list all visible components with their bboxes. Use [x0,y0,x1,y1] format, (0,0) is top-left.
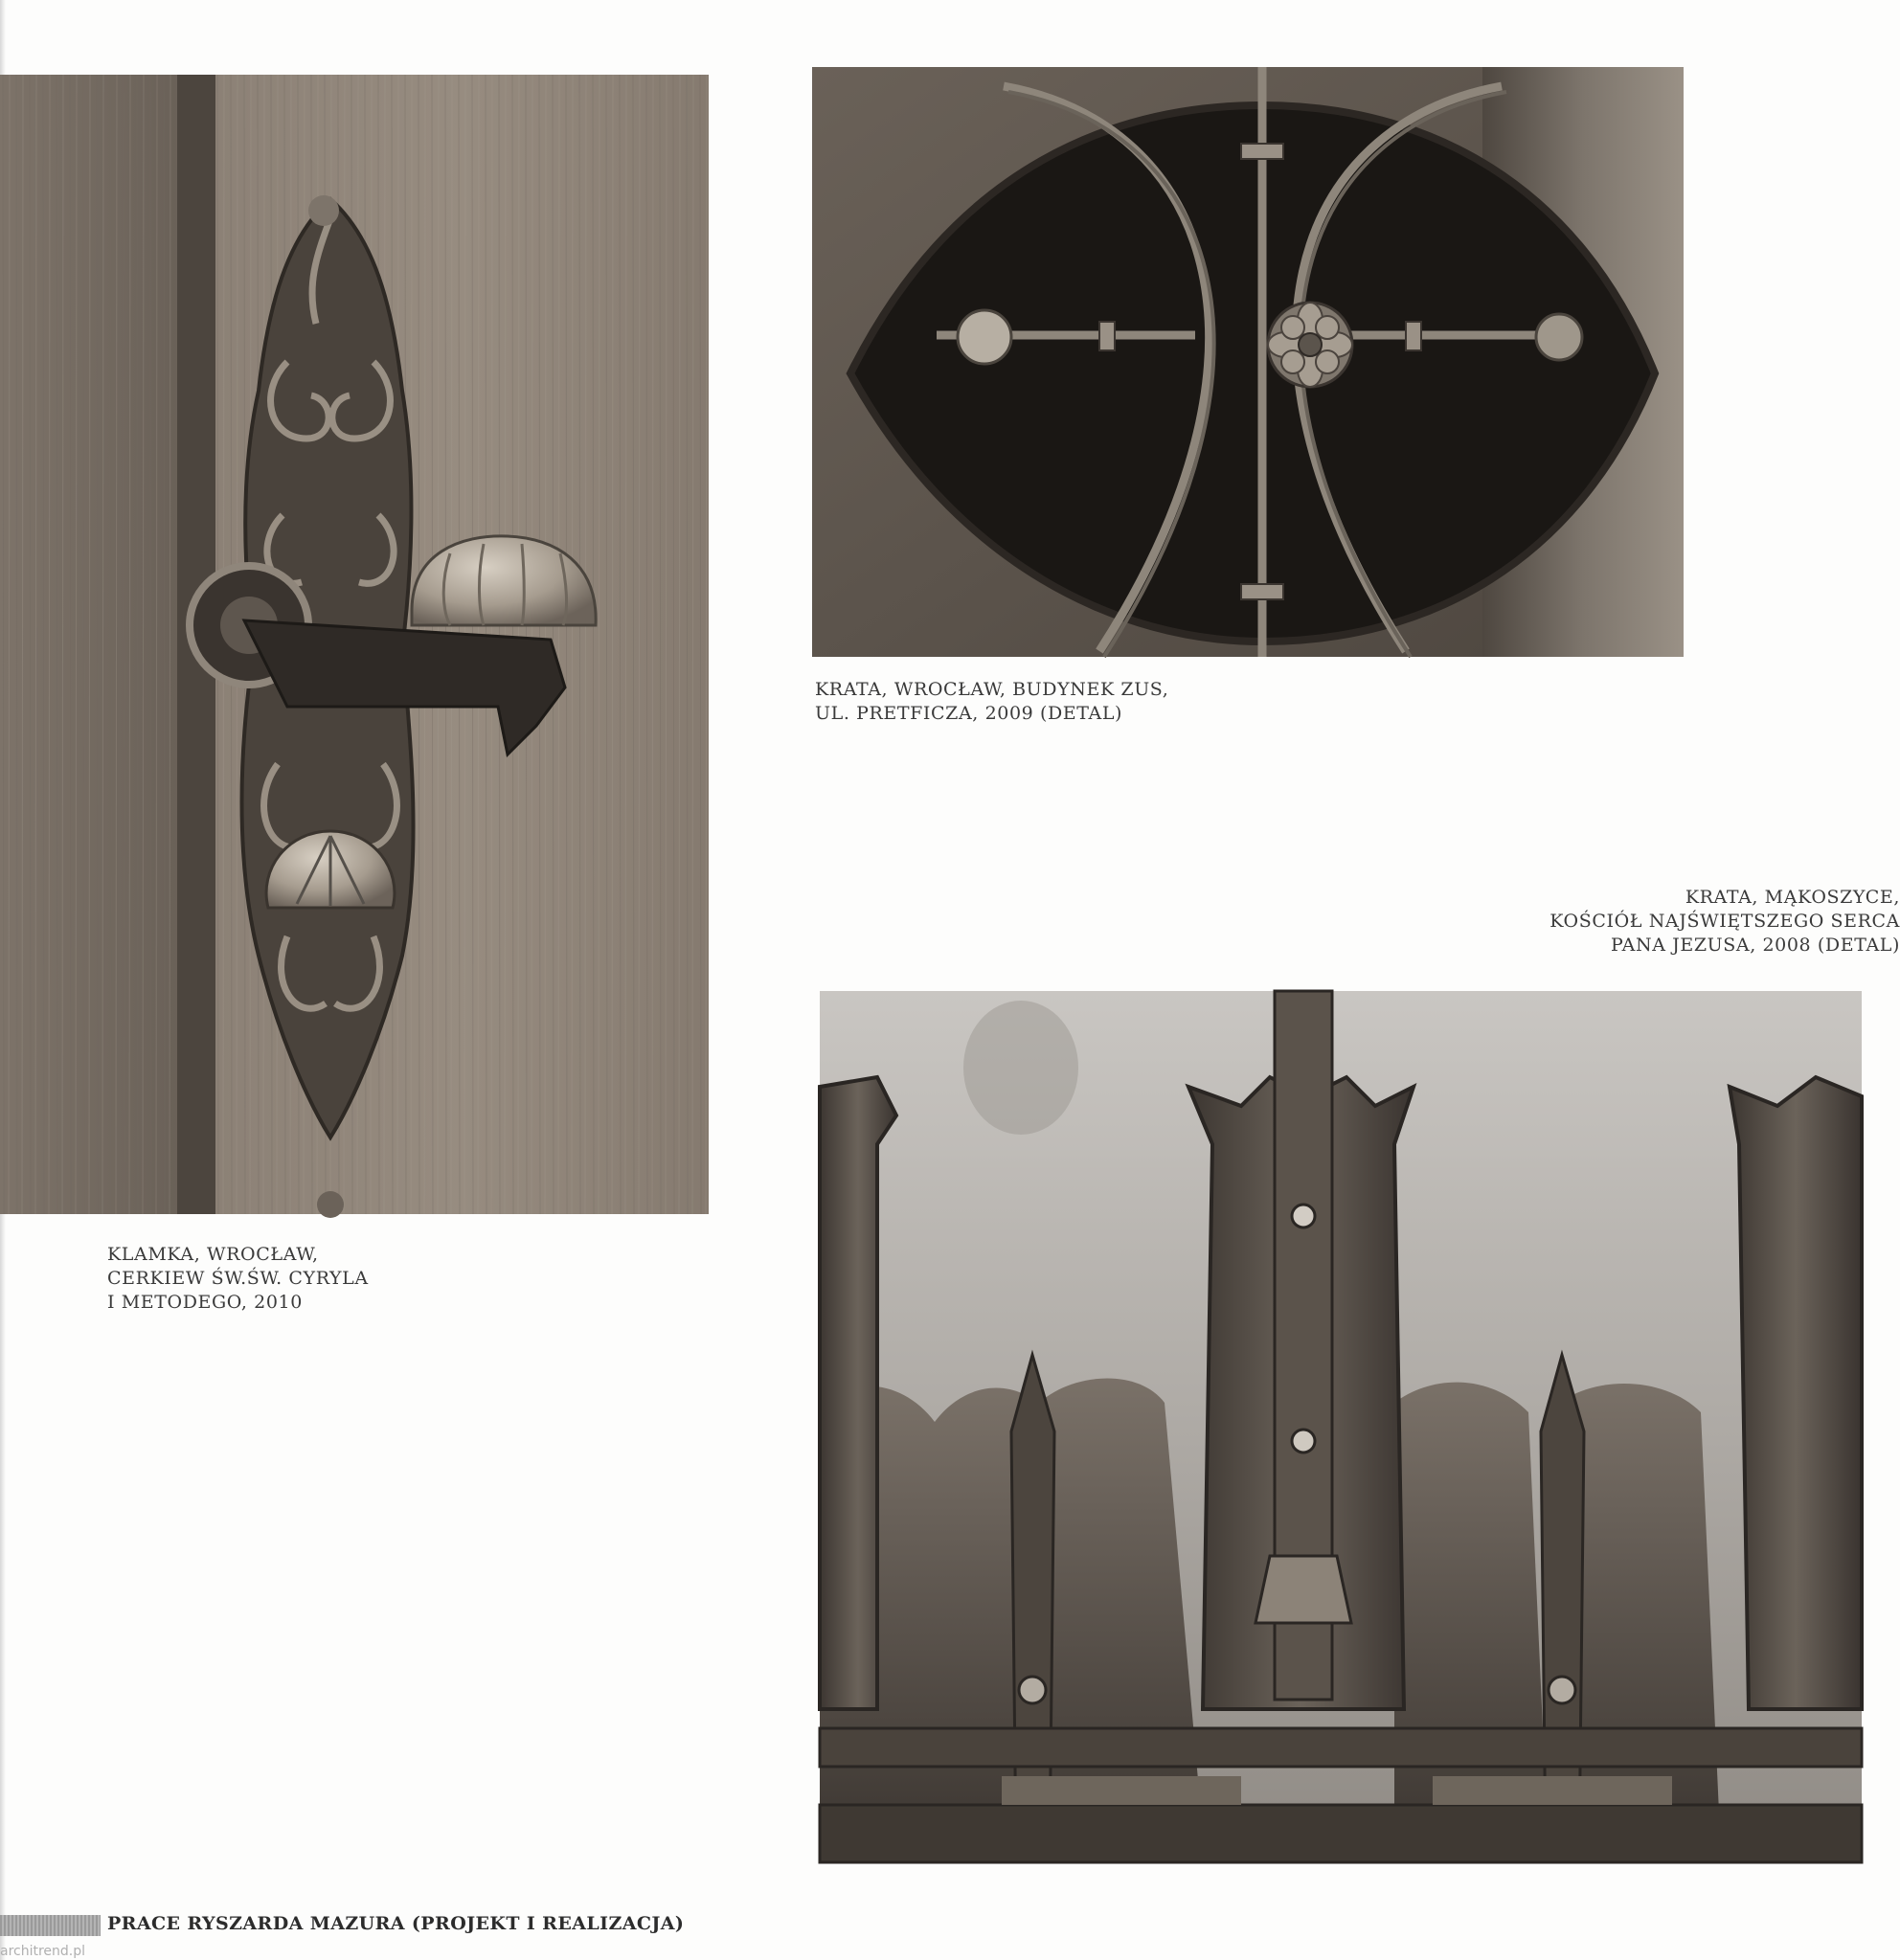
grille-caption-line: KRATA, WROCŁAW, BUDYNEK ZUS, [815,679,1169,700]
gate-caption-line: KOŚCIÓŁ NAJŚWIĘTSZEGO SERCA [1549,911,1900,932]
watermark: architrend.pl [0,1944,86,1959]
handle-caption [107,1243,369,1315]
gate-caption-line: PANA JEZUSA, 2008 (DETAL) [1611,935,1900,956]
grille-caption-line: UL. PRETFICZA, 2009 (DETAL) [815,703,1123,724]
grille-caption [815,678,1168,726]
handle-caption-line: KLAMKA, WROCŁAW, [107,1244,319,1265]
footer-bar [0,1915,101,1936]
gate-caption-line: KRATA, MĄKOSZYCE, [1685,887,1900,908]
door-handle-photo [0,75,709,1214]
church-gate-photo [820,991,1862,1862]
gate-caption [1549,886,1900,957]
footer-title: PRACE RYSZARDA MAZURA (PROJEKT I REALIZACJA) [107,1913,685,1934]
handle-caption-line: CERKIEW ŚW.ŚW. CYRYLA [107,1268,369,1289]
handle-caption-line: I METODEGO, 2010 [107,1292,303,1313]
window-grille-photo [812,67,1684,657]
